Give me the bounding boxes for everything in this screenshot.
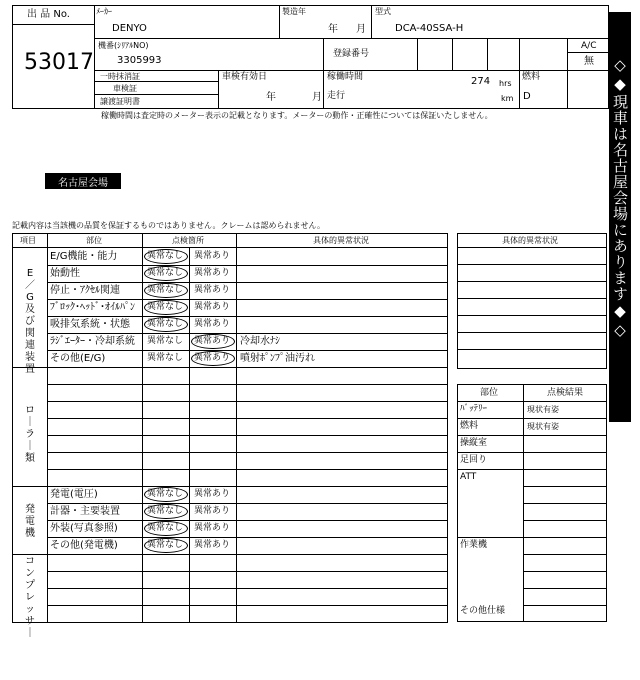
selected-mark (144, 538, 188, 553)
selected-mark (191, 351, 235, 366)
selected-mark (144, 521, 188, 536)
model-label: 型式 (375, 7, 391, 16)
status-ok: 異常なし (147, 506, 184, 516)
result-line (523, 571, 607, 572)
lot-number: 53017 (24, 50, 94, 75)
right-detail-line (457, 315, 607, 316)
transfer-cert-label: 譲渡証明書 (100, 97, 140, 106)
section-label (18, 504, 42, 540)
selected-mark (144, 266, 188, 281)
section-label-char: ｜ (25, 628, 35, 639)
part-name: 外装(写真参照) (50, 523, 118, 534)
section-label-char: び (25, 316, 35, 327)
lot-label: 出 品 No. (27, 9, 70, 20)
result-line (523, 554, 607, 555)
result-part: 足回り (460, 455, 488, 465)
col-check: 点検箇所 (172, 236, 204, 245)
section-label-char: レ (25, 592, 35, 603)
part-name: その他(発電機) (50, 540, 118, 551)
section-label-char: 装 (25, 352, 35, 363)
status-ng: 異常あり (194, 489, 231, 499)
status-ng: 異常あり (194, 523, 231, 533)
section-label-char: 及 (25, 304, 35, 315)
mileage-unit: km (501, 94, 514, 103)
location-tag: 名古屋会場 (45, 173, 121, 189)
status-ok: 異常なし (147, 319, 184, 329)
year-label: 製造年 (282, 7, 306, 16)
temp-permit-label: 一時抹消証 (100, 72, 140, 81)
inspection-month-unit: 月 (312, 92, 322, 103)
result-line (457, 401, 607, 402)
section-label-char: プ (25, 580, 35, 591)
col-part: 部位 (86, 236, 102, 245)
detail-text: 噴射ﾎﾟﾝﾌﾟ油汚れ (240, 353, 315, 364)
section-label-char: 電 (25, 516, 35, 527)
part-name: ﾌﾞﾛｯｸ･ﾍｯﾄﾞ･ｵｲﾙﾊﾟﾝ (50, 302, 135, 313)
detail-text: 冷却水ﾅｼ (240, 336, 280, 347)
result-line (523, 520, 607, 521)
serial-label: 機番(ｼﾘｱﾙNO) (98, 41, 149, 50)
section-label-char: ン (25, 568, 35, 579)
result-part: ﾊﾞｯﾃﾘｰ (460, 404, 488, 414)
col-detail: 具体的異常状況 (313, 236, 369, 245)
section-label-char: ッ (25, 604, 35, 615)
section-label (18, 268, 42, 376)
row-line (47, 588, 448, 589)
result-part: ATT (460, 472, 477, 482)
row-line (47, 401, 448, 402)
section-label (18, 556, 42, 640)
row-line (47, 316, 448, 317)
right-detail-line (457, 264, 607, 265)
row-line (47, 265, 448, 266)
row-line (47, 469, 448, 470)
section-label-char: ｜ (25, 441, 35, 452)
row-line (47, 435, 448, 436)
model-value: DCA-40SSA-H (395, 23, 464, 34)
right-detail-line (457, 349, 607, 350)
status-ok: 異常なし (147, 523, 184, 533)
section-label-char: ｜ (25, 417, 35, 428)
year-unit: 年 (328, 24, 338, 35)
status-ok: 異常なし (147, 285, 184, 295)
op-hours-unit: hrs (499, 79, 512, 88)
part-name: 始動性 (50, 268, 80, 279)
section-label-char: サ (25, 616, 35, 627)
ac-value: 無 (584, 56, 594, 67)
result-result-header: 点検結果 (547, 388, 584, 398)
status-ng: 異常あり (194, 285, 231, 295)
result-line (457, 469, 607, 470)
result-line (457, 452, 607, 453)
result-line (457, 435, 607, 436)
result-line (523, 588, 607, 589)
section-label (18, 405, 42, 465)
inspection-valid-label: 車検有効日 (222, 72, 268, 82)
right-detail-line (457, 332, 607, 333)
result-part: 作業機 (460, 540, 488, 550)
status-ok: 異常なし (147, 268, 184, 278)
col-item: 項目 (20, 236, 36, 245)
section-label-char: 発 (25, 504, 35, 515)
row-line (47, 520, 448, 521)
selected-mark (144, 249, 188, 264)
right-detail-line (457, 281, 607, 282)
inspection-cert-label: 車検証 (113, 84, 137, 93)
reg-label: 登録番号 (333, 49, 370, 59)
selected-mark (144, 283, 188, 298)
row-line (47, 418, 448, 419)
row-line (47, 282, 448, 283)
status-ok: 異常なし (147, 353, 184, 363)
result-line (457, 418, 607, 419)
section-label-char: 類 (25, 453, 35, 464)
location-side-banner (609, 12, 631, 422)
maker-value: DENYO (112, 23, 147, 34)
status-ng: 異常あり (194, 336, 231, 346)
row-line (47, 384, 448, 385)
selected-mark (144, 317, 188, 332)
part-name: ﾗｼﾞｴｰﾀｰ・冷却系統 (50, 336, 135, 347)
maker-label: ﾒｰｶｰ (96, 7, 112, 16)
section-divider (12, 554, 448, 555)
row-line (47, 333, 448, 334)
result-part-header: 部位 (480, 388, 499, 398)
mileage-label: 走行 (327, 91, 346, 101)
row-line (47, 605, 448, 606)
status-ng: 異常あり (194, 319, 231, 329)
part-name: E/G機能・能力 (50, 251, 118, 262)
right-detail-line (457, 298, 607, 299)
fuel-value: D (523, 91, 531, 102)
inspection-year-unit: 年 (266, 92, 276, 103)
status-ok: 異常なし (147, 336, 184, 346)
section-label-char: 置 (25, 364, 35, 375)
section-label-char: ラ (25, 429, 35, 440)
status-ng: 異常あり (194, 251, 231, 261)
row-line (47, 537, 448, 538)
part-name: その他(E/G) (50, 353, 106, 364)
selected-mark (144, 300, 188, 315)
section-label-char: 連 (25, 340, 35, 351)
result-part: 操縦室 (460, 438, 488, 448)
selected-mark (144, 504, 188, 519)
section-divider (12, 486, 448, 487)
result-line (523, 503, 607, 504)
result-line (523, 486, 607, 487)
status-ng: 異常あり (194, 540, 231, 550)
disclaimer: 記載内容は当該機の品質を保証するものではありません。クレームは認められません。 (12, 221, 325, 230)
section-label-char: ロ (25, 405, 35, 416)
result-line (457, 537, 607, 538)
part-name: 発電(電圧) (50, 489, 98, 500)
status-ok: 異常なし (147, 489, 184, 499)
result-value: 現状有姿 (527, 405, 559, 414)
status-ok: 異常なし (147, 251, 184, 261)
row-line (47, 571, 448, 572)
month-unit: 月 (356, 24, 366, 35)
section-label-char: G (26, 292, 34, 303)
result-part: その他仕様 (460, 606, 506, 616)
section-divider (12, 367, 448, 368)
result-part: 燃料 (460, 421, 479, 431)
selected-mark (191, 334, 235, 349)
result-value: 現状有姿 (527, 422, 559, 431)
result-line (523, 605, 607, 606)
row-line (47, 503, 448, 504)
ac-label: A/C (581, 41, 597, 51)
status-ng: 異常あり (194, 268, 231, 278)
status-ng: 異常あり (194, 506, 231, 516)
section-label-char: E (26, 268, 34, 279)
row-line (47, 452, 448, 453)
section-label-char: 機 (25, 528, 35, 539)
section-label-char: コ (25, 556, 35, 567)
section-label-char: ／ (25, 280, 35, 291)
part-name: 計器・主要装置 (50, 506, 120, 517)
row-line (47, 299, 448, 300)
row-line (47, 350, 448, 351)
status-ng: 異常あり (194, 302, 231, 312)
op-hours-value: 274 (471, 76, 491, 87)
op-hours-label: 稼働時間 (327, 72, 364, 82)
selected-mark (144, 487, 188, 502)
side-banner-text: ◇◆現車は名古屋会場にあります◆◇ (611, 56, 629, 340)
status-ok: 異常なし (147, 540, 184, 550)
part-name: 吸排気系統・状態 (50, 319, 130, 330)
serial-value: 3305993 (117, 55, 162, 66)
section-label-char: 関 (25, 328, 35, 339)
status-ng: 異常あり (194, 353, 231, 363)
right-detail-header: 具体的異常状況 (502, 236, 558, 245)
hours-note: 稼働時間は査定時のメーター表示の記載となります。メーターの動作・正確性については保証いたしません。 (101, 111, 493, 120)
status-ok: 異常なし (147, 302, 184, 312)
part-name: 停止・ｱｸｾﾙ関連 (50, 285, 120, 296)
fuel-label: 燃料 (522, 72, 541, 82)
